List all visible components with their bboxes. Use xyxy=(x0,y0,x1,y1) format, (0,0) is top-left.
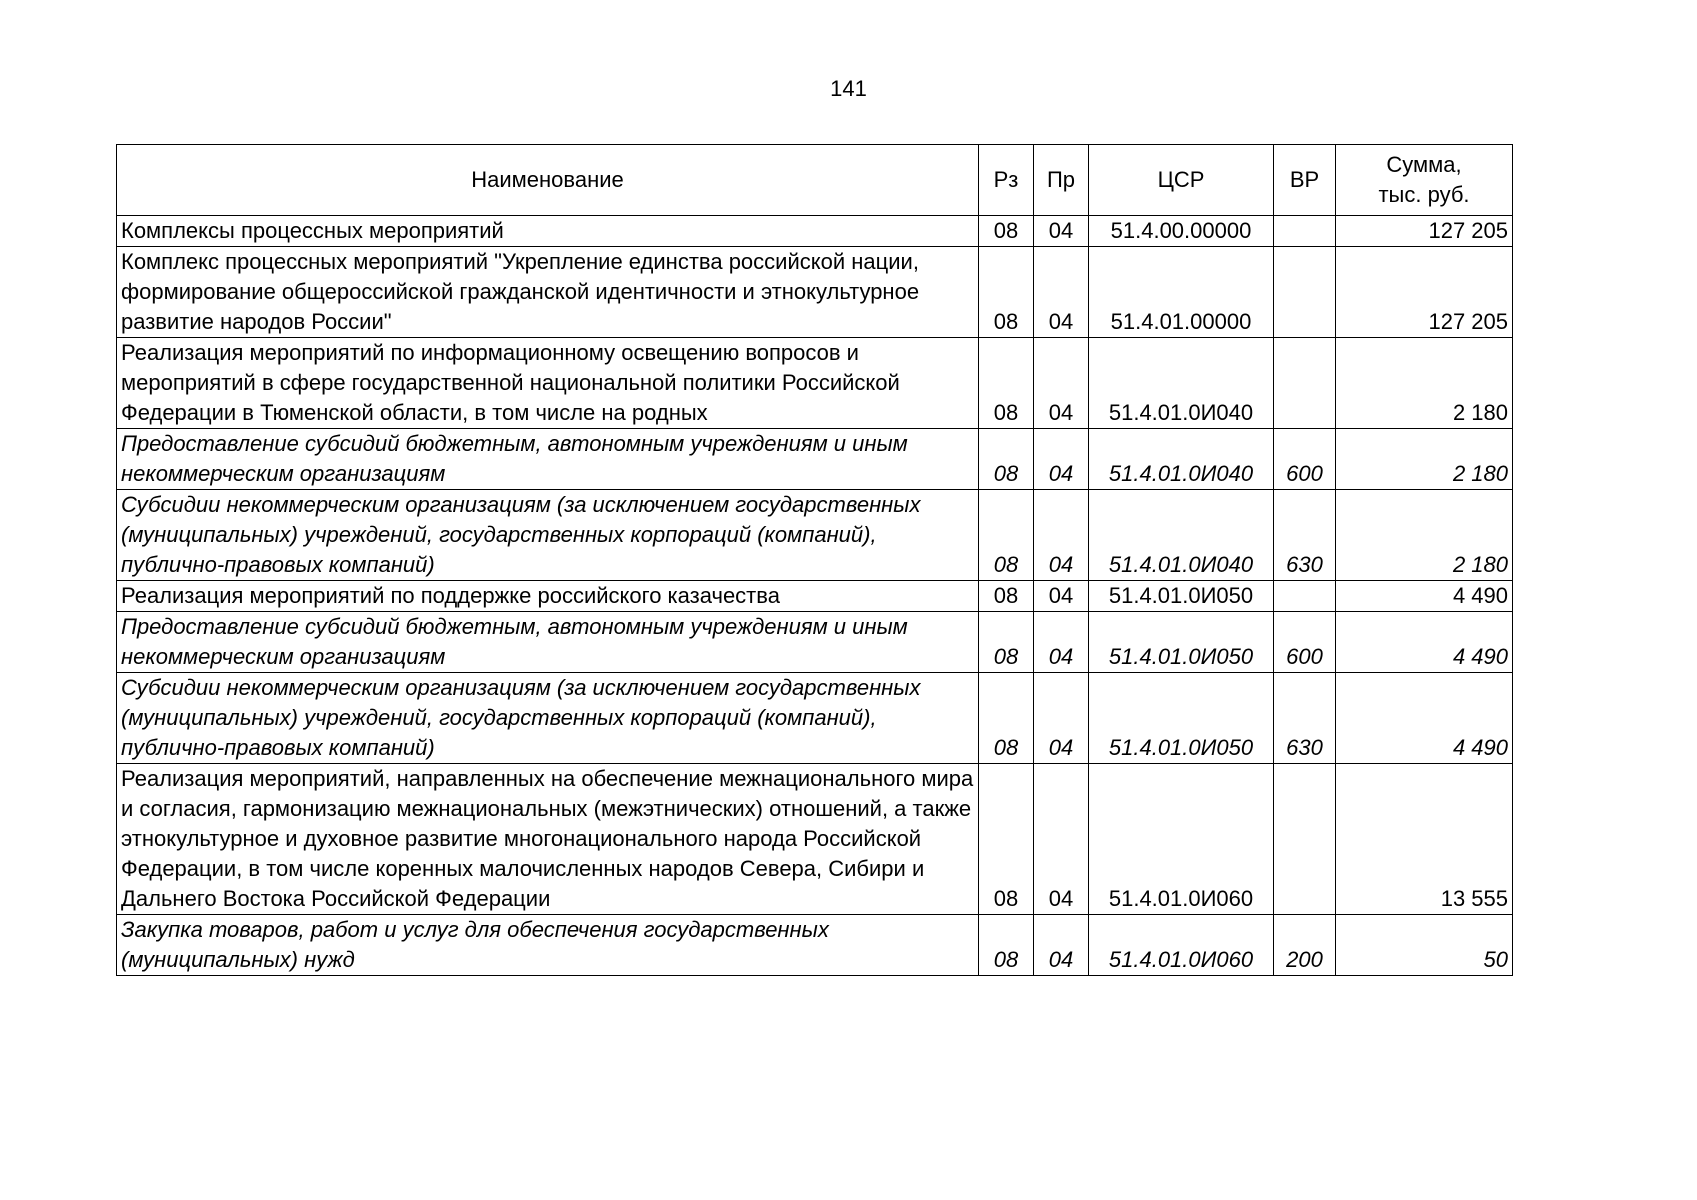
table-row xyxy=(117,429,1513,490)
cell-name: Субсидии некоммерческим организациям (за исключением государственных (муниципальных) учреждений, государственных корпораций (компаний), публично-правовых компаний) xyxy=(117,673,979,764)
header-name: Наименование xyxy=(117,145,979,216)
cell-sum: 4 490 xyxy=(1336,612,1513,673)
cell-vr: 600 xyxy=(1274,612,1336,673)
cell-pr: 04 xyxy=(1034,915,1089,976)
table-row xyxy=(117,247,1513,338)
table-row xyxy=(117,338,1513,429)
cell-rz: 08 xyxy=(979,490,1034,581)
header-rz: Рз xyxy=(979,145,1034,216)
cell-name: Реализация мероприятий, направленных на обеспечение межнационального мира и согласия, гармонизацию межнациональных (межэтнических) отношений, а также этнокультурное и духовное развитие многонационального народа Российской Федерации, в том числе коренных малочисленных народов Севера, Сибири и Дальнего Востока Российской Федерации xyxy=(117,764,979,915)
cell-rz: 08 xyxy=(979,216,1034,247)
cell-name: Предоставление субсидий бюджетным, автономным учреждениям и иным некоммерческим организациям xyxy=(117,612,979,673)
header-pr: Пр xyxy=(1034,145,1089,216)
cell-csr: 51.4.01.0И040 xyxy=(1089,490,1274,581)
cell-pr: 04 xyxy=(1034,338,1089,429)
cell-rz: 08 xyxy=(979,764,1034,915)
cell-name: Закупка товаров, работ и услуг для обеспечения государственных (муниципальных) нужд xyxy=(117,915,979,976)
table-row xyxy=(117,612,1513,673)
header-sum-line1: Сумма, xyxy=(1386,152,1462,177)
table-row xyxy=(117,490,1513,581)
cell-rz: 08 xyxy=(979,247,1034,338)
header-sum-line2: тыс. руб. xyxy=(1378,182,1470,207)
cell-pr: 04 xyxy=(1034,216,1089,247)
cell-vr: 200 xyxy=(1274,915,1336,976)
header-sum xyxy=(1336,145,1513,216)
cell-sum: 2 180 xyxy=(1336,490,1513,581)
cell-rz: 08 xyxy=(979,581,1034,612)
cell-rz: 08 xyxy=(979,429,1034,490)
cell-name: Субсидии некоммерческим организациям (за исключением государственных (муниципальных) учреждений, государственных корпораций (компаний), публично-правовых компаний) xyxy=(117,490,979,581)
cell-sum: 127 205 xyxy=(1336,247,1513,338)
cell-sum: 50 xyxy=(1336,915,1513,976)
cell-pr: 04 xyxy=(1034,581,1089,612)
cell-csr: 51.4.01.0И050 xyxy=(1089,673,1274,764)
header-vr: ВР xyxy=(1274,145,1336,216)
cell-vr xyxy=(1274,581,1336,612)
cell-pr: 04 xyxy=(1034,612,1089,673)
cell-sum: 4 490 xyxy=(1336,673,1513,764)
cell-name: Реализация мероприятий по поддержке российского казачества xyxy=(117,581,979,612)
cell-csr: 51.4.01.0И040 xyxy=(1089,338,1274,429)
cell-csr: 51.4.01.00000 xyxy=(1089,247,1274,338)
cell-sum: 4 490 xyxy=(1336,581,1513,612)
cell-vr: 630 xyxy=(1274,490,1336,581)
cell-pr: 04 xyxy=(1034,247,1089,338)
cell-sum: 2 180 xyxy=(1336,338,1513,429)
cell-csr: 51.4.01.0И050 xyxy=(1089,581,1274,612)
table-row xyxy=(117,581,1513,612)
cell-vr xyxy=(1274,338,1336,429)
cell-vr: 630 xyxy=(1274,673,1336,764)
cell-pr: 04 xyxy=(1034,764,1089,915)
page-number: 141 xyxy=(830,76,867,101)
cell-vr xyxy=(1274,247,1336,338)
cell-vr: 600 xyxy=(1274,429,1336,490)
budget-table xyxy=(116,144,1513,976)
cell-csr: 51.4.01.0И050 xyxy=(1089,612,1274,673)
cell-name: Комплекс процессных мероприятий "Укрепление единства российской нации, формирование общероссийской гражданской идентичности и этнокультурное развитие народов России" xyxy=(117,247,979,338)
cell-sum: 2 180 xyxy=(1336,429,1513,490)
table-header-row xyxy=(117,145,1513,216)
table-row xyxy=(117,673,1513,764)
cell-csr: 51.4.00.00000 xyxy=(1089,216,1274,247)
cell-name: Комплексы процессных мероприятий xyxy=(117,216,979,247)
cell-csr: 51.4.01.0И040 xyxy=(1089,429,1274,490)
cell-name: Предоставление субсидий бюджетным, автономным учреждениям и иным некоммерческим организациям xyxy=(117,429,979,490)
header-csr: ЦСР xyxy=(1089,145,1274,216)
cell-pr: 04 xyxy=(1034,429,1089,490)
table-row xyxy=(117,764,1513,915)
cell-csr: 51.4.01.0И060 xyxy=(1089,915,1274,976)
cell-rz: 08 xyxy=(979,915,1034,976)
cell-csr: 51.4.01.0И060 xyxy=(1089,764,1274,915)
cell-sum: 13 555 xyxy=(1336,764,1513,915)
cell-pr: 04 xyxy=(1034,673,1089,764)
cell-name: Реализация мероприятий по информационному освещению вопросов и мероприятий в сфере государственной национальной политики Российской Федерации в Тюменской области, в том числе на родных xyxy=(117,338,979,429)
cell-vr xyxy=(1274,216,1336,247)
cell-rz: 08 xyxy=(979,612,1034,673)
cell-pr: 04 xyxy=(1034,490,1089,581)
cell-rz: 08 xyxy=(979,338,1034,429)
cell-sum: 127 205 xyxy=(1336,216,1513,247)
table-row xyxy=(117,216,1513,247)
cell-rz: 08 xyxy=(979,673,1034,764)
table-row xyxy=(117,915,1513,976)
cell-vr xyxy=(1274,764,1336,915)
